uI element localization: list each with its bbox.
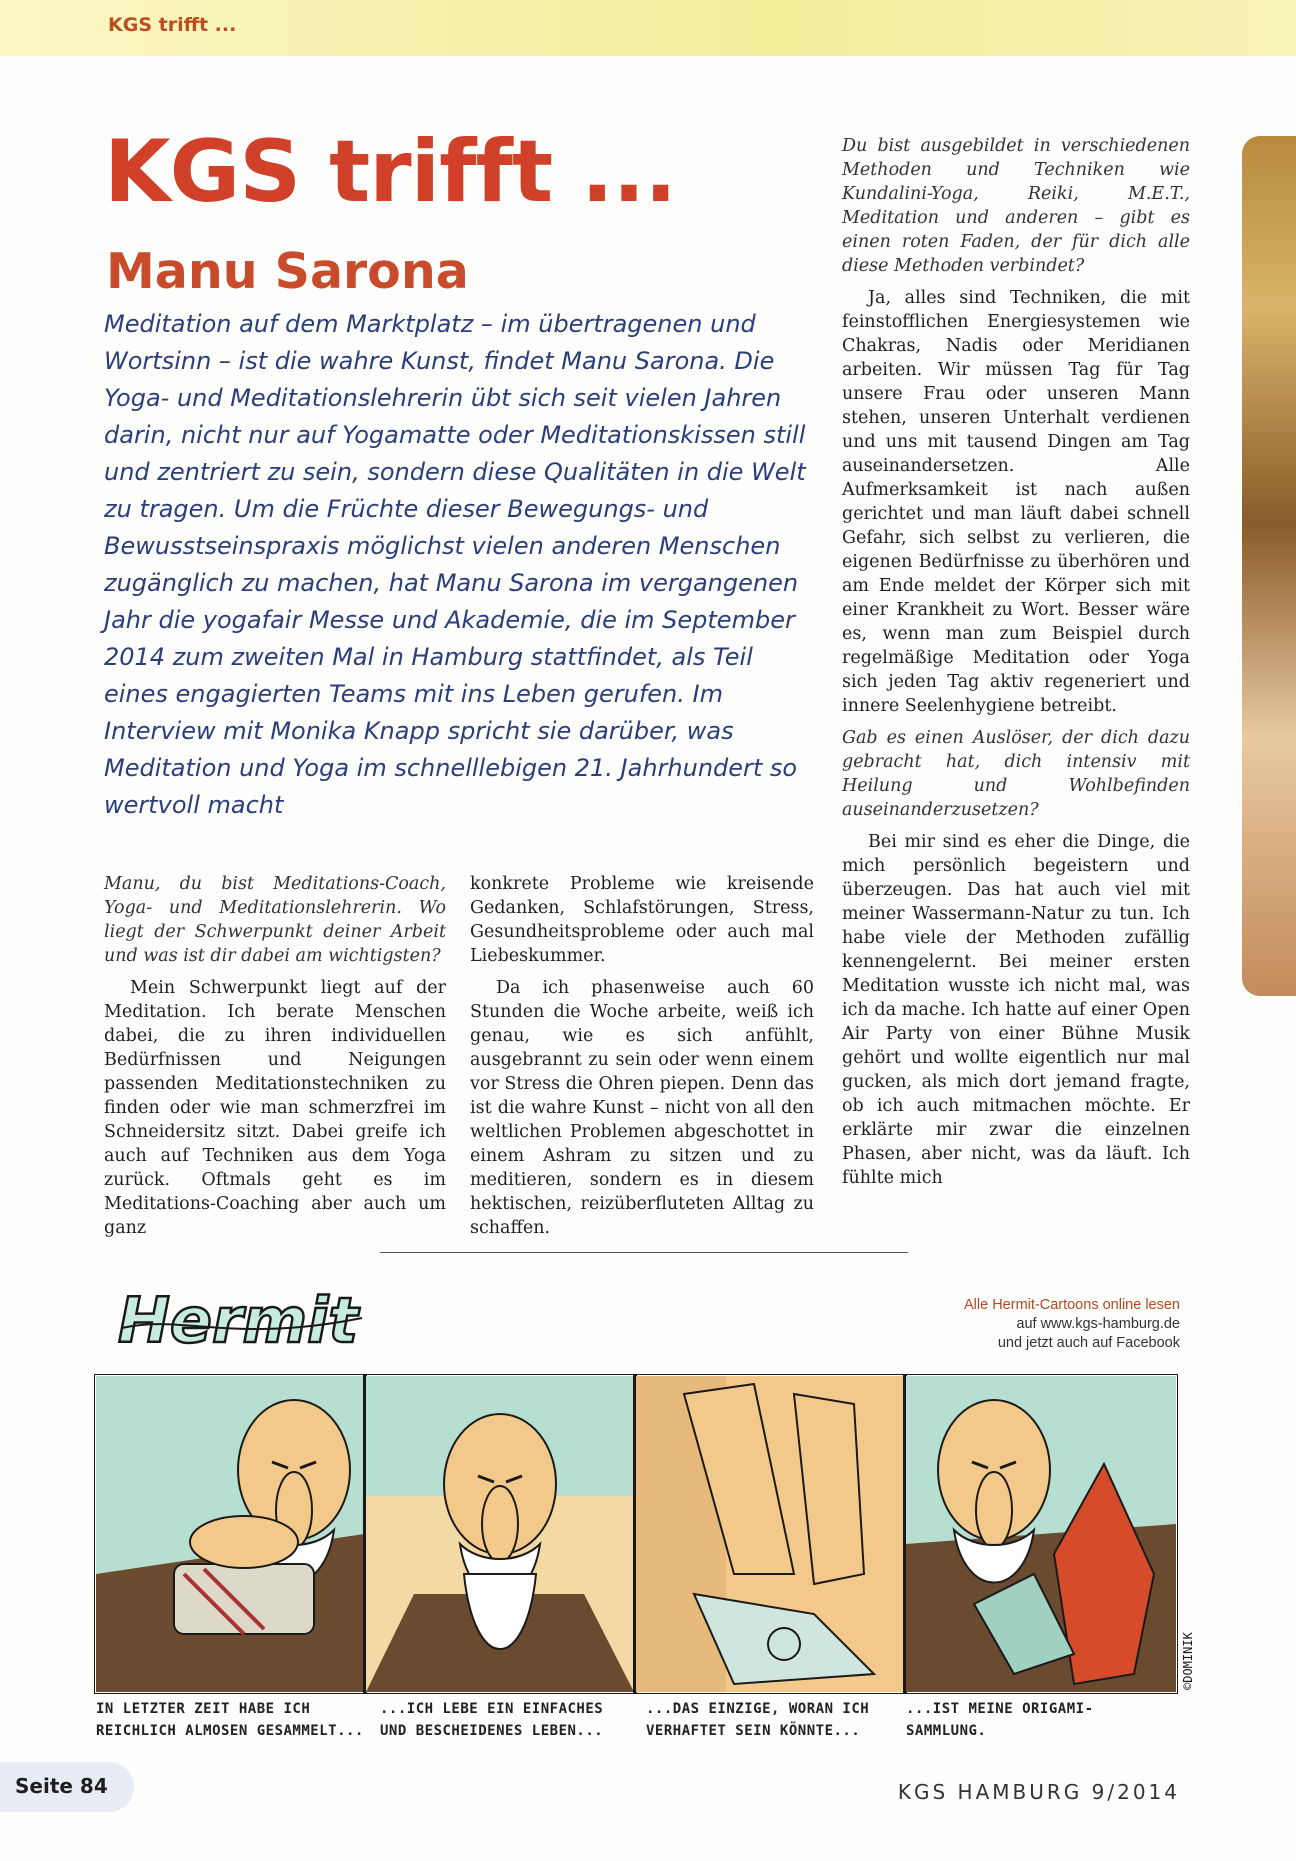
page-number-tab <box>0 1762 134 1812</box>
note-line: auf www.kgs-hamburg.de <box>1016 1316 1180 1332</box>
interview-answer-continued: konkrete Probleme wie kreisende Gedanken, Schlafstörungen, Stress, Gesundheitsprobleme oder auch mal Liebeskummer. <box>470 874 814 966</box>
note-line: und jetzt auch auf Facebook <box>997 1335 1180 1351</box>
page-number: Seite 84 <box>15 1774 108 1798</box>
divider-rule <box>380 1252 908 1253</box>
interview-answer: Da ich phasenweise auch 60 Stunden die Woche arbeite, weiß ich genau, wie es sich anfühlt, ausgebrannt zu sein oder wenn einem vor Stress die Ohren piepen. Denn das ist die wahre Kunst – nicht von all den weltlichen Problemen abgeschottet in einem Ashram zu sitzen und zu meditieren, sondern es in diesem hektischen, reizüberfluteten Alltag zu schaffen. <box>470 978 814 1238</box>
caption-line: ...DAS EINZIGE, WORAN ICH <box>646 1701 870 1717</box>
text-column-3 <box>842 134 1190 1198</box>
interview-question: Gab es einen Auslöser, der dich dazu gebracht hat, dich intensiv mit Heilung und Wohlbefinden auseinanderzusetzen? <box>842 728 1190 820</box>
caption-line: ...ICH LEBE EIN EINFACHES <box>380 1701 604 1717</box>
comic-caption-2 <box>380 1698 603 1742</box>
caption-line: REICHLICH ALMOSEN GESAMMELT... <box>96 1723 364 1739</box>
caption-line: UND BESCHEIDENES LEBEN... <box>380 1723 604 1739</box>
interview-question: Manu, du bist Meditations-Coach, Yoga- und Meditationslehrerin. Wo liegt der Schwerpunkt deiner Arbeit und was ist dir dabei am wichtigsten? <box>104 874 446 966</box>
magazine-issue: KGS HAMBURG 9/2014 <box>897 1780 1180 1804</box>
article-subtitle: Manu Sarona <box>106 243 469 300</box>
credit-text: ©DOMINIK <box>1181 1632 1195 1690</box>
comic-panel-4 <box>904 1374 1178 1694</box>
text-column-1 <box>104 872 446 1248</box>
comic-caption-4 <box>906 1698 1094 1742</box>
interview-answer: Ja, alles sind Techniken, die mit feinstofflichen Energiesystemen wie Chakras, Nadis oder Meridianen arbeiten. Wir müssen Tag für Tag unsere Frau oder unseren Mann stehen, unseren Unterhalt verdienen und uns mit tausend Dingen am Tag auseinandersetzen. Alle Aufmerksamkeit ist nach außen gerichtet und man läuft dabei schnell Gefahr, sich selbst zu verlieren, die eigenen Bedürfnisse zu überhören und am Ende meldet der Körper sich mit einer Krankheit zu Wort. Besser wäre es, wenn man zum Beispiel durch regelmäßige Meditation oder Yoga sich jeden Tag aktiv regeneriert und innere Seelenhygiene betreibt. <box>842 288 1190 716</box>
hermit-online-note <box>880 1296 1180 1353</box>
caption-line: ...IST MEINE ORIGAMI- <box>906 1701 1094 1717</box>
caption-line: IN LETZTER ZEIT HABE ICH <box>96 1701 311 1717</box>
hermit-logo-text: Hermit <box>118 1284 359 1357</box>
comic-caption-3 <box>646 1698 869 1742</box>
interview-answer: Mein Schwerpunkt liegt auf der Meditation. Ich berate Menschen dabei, die zu ihren individuellen Bedürfnissen und Neigungen passenden Meditationstechniken zu finden oder wie man schmerzfrei im Schneidersitz sitzt. Dabei greife ich auch auf Techniken aus dem Yoga zurück. Oftmals geht es im Meditations-Coaching aber auch um ganz <box>104 978 446 1238</box>
comic-panel-1 <box>94 1374 366 1694</box>
comic-panel-2 <box>364 1374 636 1694</box>
article-intro: Meditation auf dem Marktplatz – im übertragenen und Wortsinn – ist die wahre Kunst, findet Manu Sarona. Die Yoga- und Meditationslehrerin übt sich seit vielen Jahren darin, nicht nur auf Yogamatte oder Meditationskissen still und zentriert zu sein, sondern diese Qualitäten in die Welt zu tragen. Um die Früchte dieser Bewegungs- und Bewusstseinspraxis möglichst vielen anderen Menschen zugänglich zu machen, hat Manu Sarona im vergangenen Jahr die yogafair Messe und Akademie, die im September 2014 zum zweiten Mal in Hamburg stattfindet, als Teil eines engagierten Teams mit ins Leben gerufen. Im Interview mit Monika Knapp spricht sie darüber, was Meditation und Yoga im schnelllebigen 21. Jahrhundert so wertvoll macht <box>104 310 806 819</box>
interview-answer: Bei mir sind es eher die Dinge, die mich persönlich begeistern und überzeugen. Das hat auch viel mit meiner Wassermann-Natur zu tun. Ich habe viele der Methoden zufällig kennengelernt. Bei meiner ersten Meditation wusste ich nicht mal, was ich da mache. Ich hatte auf einer Open Air Party von einer Bühne Musik gehört und wollte eigentlich nur mal gucken, als mich dort jemand fragte, ob ich auch mitmachen möchte. Er erklärte mir zwar die einzelnen Phasen, aber nicht, was da läuft. Ich fühlte mich <box>842 832 1190 1188</box>
interview-question: Du bist ausgebildet in verschiedenen Methoden und Techniken wie Kundalini-Yoga, Reiki, M.E.T., Meditation und anderen – gibt es einen roten Faden, der für dich alle diese Methoden verbindet? <box>842 136 1190 276</box>
caption-line: VERHAFTET SEIN KÖNNTE... <box>646 1723 861 1739</box>
side-photo <box>1242 136 1296 996</box>
note-line: Alle Hermit-Cartoons online lesen <box>964 1297 1180 1313</box>
cartoon-credit <box>1176 1540 1198 1700</box>
comic-strip <box>94 1374 1178 1694</box>
comic-caption-1 <box>96 1698 364 1742</box>
article-title: KGS trifft ... <box>104 122 677 222</box>
top-header-bar <box>0 0 1296 56</box>
text-column-2 <box>470 872 814 1248</box>
comic-panel-3 <box>634 1374 906 1694</box>
hermit-logo <box>112 1284 372 1358</box>
section-label: KGS trifft ... <box>108 14 237 36</box>
caption-line: SAMMLUNG. <box>906 1723 987 1739</box>
